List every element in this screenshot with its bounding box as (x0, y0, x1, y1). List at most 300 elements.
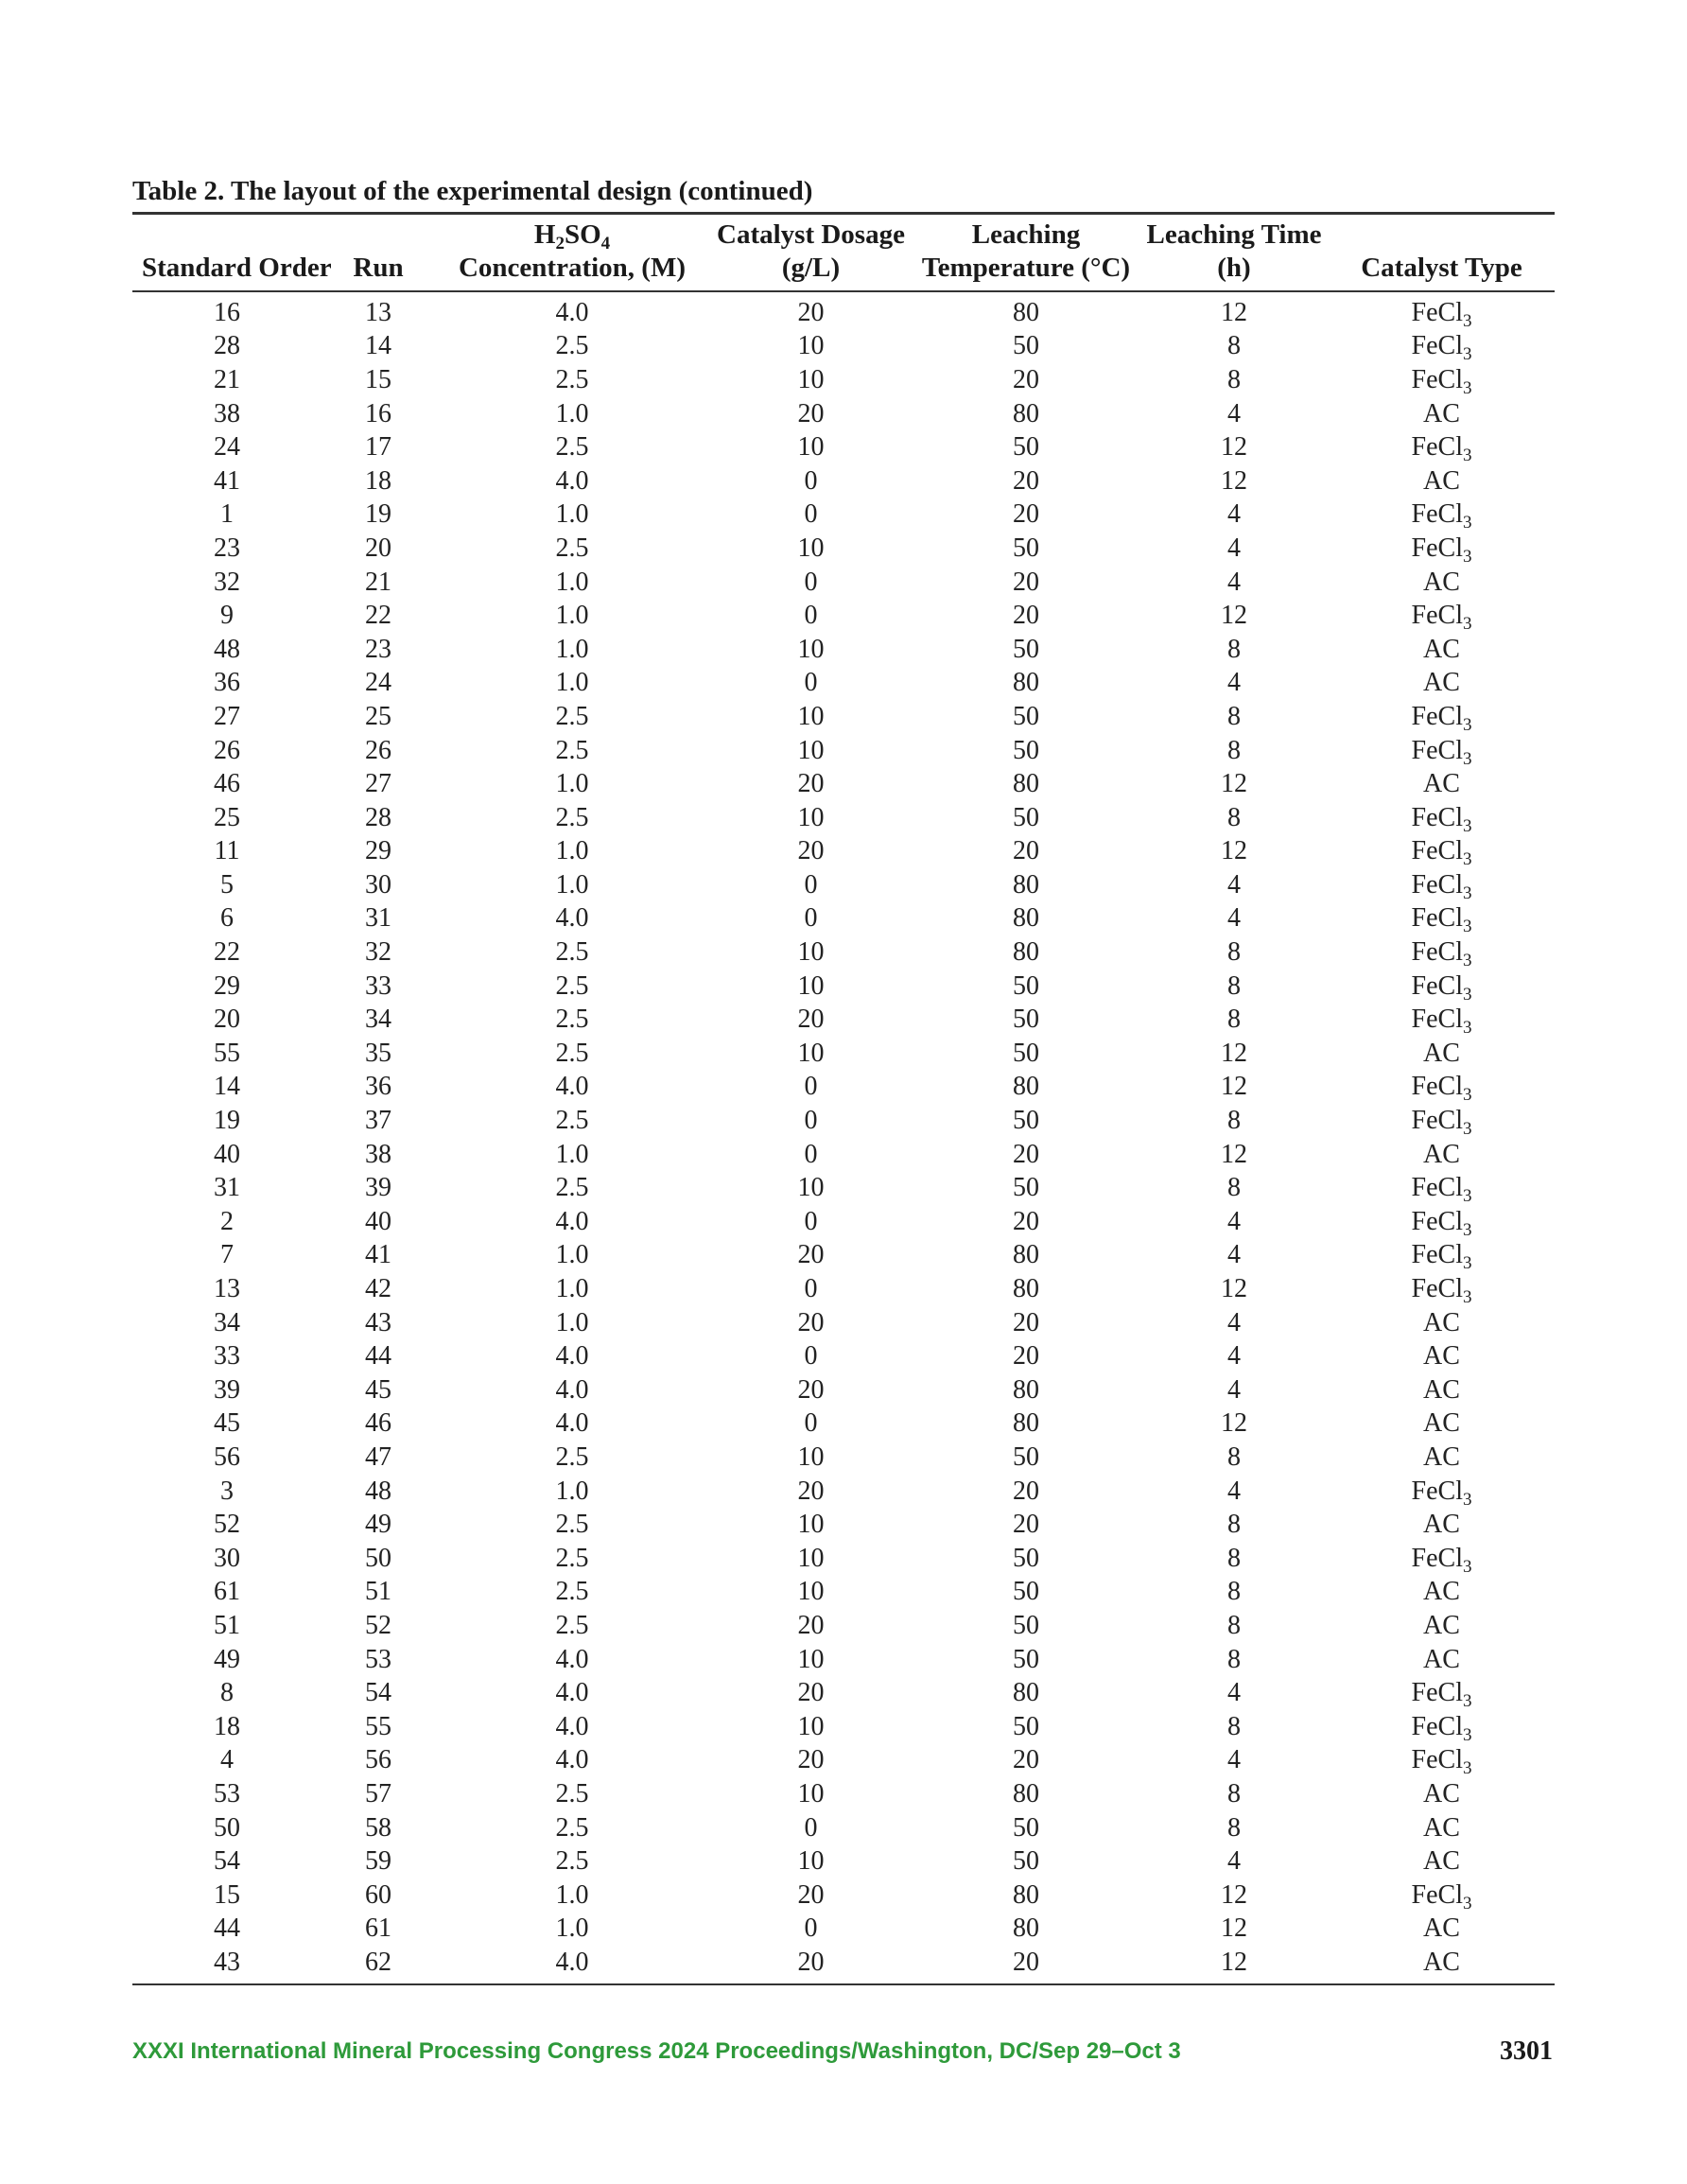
table-row (132, 566, 1555, 600)
cell-catalyst-dosage: 10 (797, 937, 825, 968)
cell-leaching-temperature: 80 (1013, 869, 1039, 900)
table-row (132, 1878, 1555, 1913)
cell-catalyst-type: AC (1423, 1644, 1460, 1674)
cell-leaching-time: 8 (1227, 1543, 1241, 1573)
cell-catalyst-type: FeCl$_3$ (1411, 1543, 1472, 1577)
cell-catalyst-dosage: 10 (797, 1510, 825, 1540)
cell-run: 56 (365, 1745, 391, 1775)
cell-concentration: 1.0 (555, 1139, 589, 1169)
cell-catalyst-type: AC (1423, 1846, 1460, 1877)
cell-concentration: 1.0 (555, 668, 589, 698)
cell-catalyst-type: FeCl$_3$ (1411, 1005, 1472, 1039)
cell-run: 57 (365, 1778, 391, 1808)
table-row (132, 1710, 1555, 1744)
cell-standard-order: 31 (214, 1173, 240, 1203)
cell-catalyst-type: AC (1423, 668, 1460, 698)
cell-leaching-time: 12 (1221, 1913, 1247, 1944)
cell-standard-order: 56 (214, 1441, 240, 1472)
cell-leaching-time: 8 (1227, 735, 1241, 765)
cell-catalyst-dosage: 10 (797, 364, 825, 394)
cell-leaching-temperature: 50 (1013, 533, 1039, 563)
cell-catalyst-dosage: 20 (797, 836, 825, 866)
cell-catalyst-type: AC (1423, 1341, 1460, 1372)
cell-leaching-time: 8 (1227, 1711, 1241, 1741)
cell-leaching-temperature: 20 (1013, 1476, 1039, 1506)
header-leaching-time: Leaching Time (h) (1146, 219, 1322, 283)
cell-catalyst-type: AC (1423, 1038, 1460, 1068)
cell-catalyst-dosage: 10 (797, 533, 825, 563)
cell-standard-order: 32 (214, 567, 240, 597)
cell-standard-order: 54 (214, 1846, 240, 1877)
cell-catalyst-dosage: 10 (797, 970, 825, 1001)
cell-catalyst-type: FeCl$_3$ (1411, 297, 1472, 331)
cell-leaching-time: 8 (1227, 701, 1241, 731)
cell-standard-order: 9 (220, 601, 234, 631)
cell-leaching-time: 12 (1221, 1038, 1247, 1068)
cell-catalyst-type: AC (1423, 1408, 1460, 1439)
cell-catalyst-dosage: 0 (804, 601, 818, 631)
cell-catalyst-dosage: 20 (797, 1240, 825, 1270)
cell-concentration: 4.0 (555, 1072, 589, 1102)
table-row (132, 1306, 1555, 1340)
cell-standard-order: 53 (214, 1778, 240, 1808)
cell-standard-order: 34 (214, 1307, 240, 1337)
cell-catalyst-dosage: 10 (797, 1644, 825, 1674)
cell-leaching-time: 8 (1227, 1173, 1241, 1203)
header-standard-order: Standard Order (142, 253, 332, 283)
table-row (132, 1239, 1555, 1273)
cell-leaching-time: 4 (1227, 1846, 1241, 1877)
cell-concentration: 1.0 (555, 634, 589, 664)
cell-concentration: 4.0 (555, 1711, 589, 1741)
cell-catalyst-dosage: 10 (797, 1778, 825, 1808)
cell-leaching-time: 4 (1227, 1476, 1241, 1506)
cell-catalyst-type: FeCl$_3$ (1411, 903, 1472, 937)
cell-leaching-temperature: 50 (1013, 1543, 1039, 1573)
table-row (132, 767, 1555, 801)
cell-leaching-time: 12 (1139, 1946, 1329, 1984)
cell-leaching-temperature: 50 (1013, 634, 1039, 664)
cell-standard-order: 55 (214, 1038, 240, 1068)
cell-run: 42 (365, 1274, 391, 1304)
cell-catalyst-dosage: 0 (804, 1408, 818, 1439)
cell-catalyst-type: FeCl$_3$ (1411, 1274, 1472, 1308)
cell-standard-order: 15 (214, 1879, 240, 1910)
cell-catalyst-dosage: 20 (797, 1374, 825, 1405)
cell-leaching-time: 4 (1227, 533, 1241, 563)
page-number: 3301 (1500, 2036, 1553, 2066)
cell-concentration: 2.5 (555, 364, 589, 394)
cell-concentration: 2.5 (555, 735, 589, 765)
cell-concentration: 2.5 (555, 937, 589, 968)
cell-catalyst-dosage: 0 (804, 1206, 818, 1236)
cell-standard-order: 8 (220, 1678, 234, 1708)
cell-run: 60 (365, 1879, 391, 1910)
cell-concentration: 4.0 (555, 1374, 589, 1405)
cell-catalyst-dosage: 20 (797, 769, 825, 799)
cell-catalyst-type: AC (1329, 1946, 1555, 1984)
cell-leaching-temperature: 80 (1013, 1274, 1039, 1304)
cell-leaching-temperature: 80 (1013, 398, 1039, 428)
cell-leaching-time: 4 (1227, 869, 1241, 900)
cell-leaching-temperature: 80 (1013, 1240, 1039, 1270)
cell-standard-order: 39 (214, 1374, 240, 1405)
cell-leaching-temperature: 50 (1013, 1610, 1039, 1640)
table-row (132, 1272, 1555, 1306)
cell-concentration: 2.5 (555, 1038, 589, 1068)
cell-catalyst-type: FeCl$_3$ (1411, 1711, 1472, 1745)
table-row (132, 1104, 1555, 1138)
cell-leaching-temperature: 20 (913, 1946, 1139, 1984)
cell-run: 22 (365, 601, 391, 631)
cell-standard-order: 14 (214, 1072, 240, 1102)
cell-leaching-time: 4 (1227, 398, 1241, 428)
cell-catalyst-dosage: 20 (797, 297, 825, 327)
cell-leaching-temperature: 20 (1013, 465, 1039, 496)
cell-leaching-time: 12 (1221, 1879, 1247, 1910)
cell-concentration: 4.0 (555, 1408, 589, 1439)
cell-leaching-time: 4 (1227, 1374, 1241, 1405)
table-caption: Table 2. The layout of the experimental design (continued) (132, 176, 813, 206)
cell-concentration: 1.0 (555, 1240, 589, 1270)
cell-leaching-time: 4 (1227, 1307, 1241, 1337)
table-body (132, 291, 1555, 1984)
cell-catalyst-dosage: 0 (804, 1072, 818, 1102)
cell-catalyst-type: FeCl$_3$ (1411, 1206, 1472, 1240)
cell-leaching-temperature: 80 (1013, 1778, 1039, 1808)
table-row (132, 1777, 1555, 1811)
cell-concentration: 4.0 (555, 1341, 589, 1372)
cell-standard-order: 20 (214, 1005, 240, 1035)
cell-catalyst-dosage: 20 (797, 1879, 825, 1910)
cell-run: 62 (322, 1946, 435, 1984)
cell-leaching-time: 4 (1227, 1206, 1241, 1236)
cell-catalyst-type: FeCl$_3$ (1411, 1106, 1472, 1140)
cell-catalyst-type: AC (1423, 1778, 1460, 1808)
cell-leaching-time: 8 (1227, 331, 1241, 361)
cell-concentration: 1.0 (555, 1913, 589, 1944)
cell-run: 47 (365, 1441, 391, 1472)
table-row (132, 1339, 1555, 1373)
cell-leaching-temperature: 50 (1013, 802, 1039, 832)
cell-concentration: 2.5 (555, 1005, 589, 1035)
cell-catalyst-type: FeCl$_3$ (1411, 499, 1472, 533)
table-row (132, 1003, 1555, 1037)
cell-concentration: 1.0 (555, 836, 589, 866)
cell-run: 61 (365, 1913, 391, 1944)
cell-run: 19 (365, 499, 391, 530)
cell-standard-order: 51 (214, 1610, 240, 1640)
cell-leaching-temperature: 80 (1013, 937, 1039, 968)
cell-standard-order: 16 (214, 297, 240, 327)
cell-concentration: 4.0 (555, 465, 589, 496)
cell-catalyst-type: FeCl$_3$ (1411, 601, 1472, 635)
cell-leaching-time: 12 (1221, 465, 1247, 496)
cell-leaching-time: 4 (1227, 567, 1241, 597)
cell-catalyst-dosage: 0 (804, 903, 818, 934)
table-row (132, 330, 1555, 364)
cell-standard-order: 25 (214, 802, 240, 832)
cell-leaching-temperature: 50 (1013, 1038, 1039, 1068)
cell-catalyst-type: AC (1423, 398, 1460, 428)
cell-run: 20 (365, 533, 391, 563)
cell-catalyst-dosage: 0 (804, 1274, 818, 1304)
cell-catalyst-type: FeCl$_3$ (1411, 1879, 1472, 1913)
table-row (132, 1643, 1555, 1677)
cell-leaching-time: 12 (1221, 297, 1247, 327)
cell-standard-order: 1 (220, 499, 234, 530)
table-row (132, 801, 1555, 835)
table-row (132, 291, 1555, 330)
cell-leaching-temperature: 80 (1013, 1374, 1039, 1405)
cell-run: 31 (365, 903, 391, 934)
table-row (132, 1811, 1555, 1845)
table-row (132, 599, 1555, 633)
cell-catalyst-dosage: 10 (797, 331, 825, 361)
cell-catalyst-dosage: 0 (804, 1341, 818, 1372)
cell-standard-order: 46 (214, 769, 240, 799)
cell-concentration: 2.5 (555, 1173, 589, 1203)
cell-leaching-temperature: 80 (1013, 297, 1039, 327)
cell-catalyst-dosage: 10 (797, 701, 825, 731)
cell-run: 33 (365, 970, 391, 1001)
cell-leaching-temperature: 80 (1013, 1913, 1039, 1944)
cell-concentration: 2.5 (555, 1812, 589, 1843)
cell-concentration: 1.0 (555, 567, 589, 597)
table-row (132, 1407, 1555, 1441)
table-row (132, 1609, 1555, 1643)
table-row (132, 667, 1555, 701)
cell-run: 50 (365, 1543, 391, 1573)
cell-standard-order: 48 (214, 634, 240, 664)
cell-standard-order: 6 (220, 903, 234, 934)
cell-concentration: 4.0 (555, 1644, 589, 1674)
cell-catalyst-dosage: 0 (804, 567, 818, 597)
cell-concentration: 2.5 (555, 432, 589, 463)
cell-concentration: 2.5 (555, 1543, 589, 1573)
cell-leaching-time: 12 (1221, 769, 1247, 799)
cell-concentration: 4.0 (555, 1678, 589, 1708)
header-concentration: $H_2SO_4$ Concentration, (M) (458, 219, 686, 283)
table-row (132, 902, 1555, 936)
cell-run: 26 (365, 735, 391, 765)
cell-standard-order: 5 (220, 869, 234, 900)
cell-standard-order: 36 (214, 668, 240, 698)
cell-catalyst-dosage: 0 (804, 668, 818, 698)
table-row (132, 1576, 1555, 1610)
cell-concentration: 1.0 (555, 1879, 589, 1910)
cell-concentration: 4.0 (555, 297, 589, 327)
cell-leaching-temperature: 50 (1013, 1577, 1039, 1607)
cell-leaching-temperature: 50 (1013, 970, 1039, 1001)
cell-catalyst-type: AC (1423, 1139, 1460, 1169)
cell-leaching-temperature: 20 (1013, 1510, 1039, 1540)
cell-leaching-time: 4 (1227, 1240, 1241, 1270)
cell-catalyst-type: FeCl$_3$ (1411, 364, 1472, 398)
table-row (132, 1205, 1555, 1239)
cell-standard-order: 3 (220, 1476, 234, 1506)
cell-catalyst-type: AC (1423, 1812, 1460, 1843)
cell-catalyst-dosage: 10 (797, 1711, 825, 1741)
cell-leaching-time: 12 (1221, 1274, 1247, 1304)
cell-standard-order: 45 (214, 1408, 240, 1439)
cell-leaching-time: 4 (1227, 903, 1241, 934)
cell-concentration: 2.5 (555, 1610, 589, 1640)
cell-run: 23 (365, 634, 391, 664)
cell-leaching-temperature: 20 (1013, 499, 1039, 530)
cell-standard-order: 40 (214, 1139, 240, 1169)
cell-leaching-temperature: 50 (1013, 1441, 1039, 1472)
cell-catalyst-dosage: 0 (804, 869, 818, 900)
table-row (132, 532, 1555, 566)
table-row (132, 1138, 1555, 1172)
cell-run: 17 (365, 432, 391, 463)
cell-leaching-time: 8 (1227, 970, 1241, 1001)
cell-leaching-temperature: 50 (1013, 1812, 1039, 1843)
cell-run: 58 (365, 1812, 391, 1843)
cell-leaching-temperature: 50 (1013, 1644, 1039, 1674)
cell-standard-order: 28 (214, 331, 240, 361)
cell-leaching-time: 8 (1227, 634, 1241, 664)
cell-leaching-time: 12 (1221, 1139, 1247, 1169)
cell-concentration: 1.0 (555, 499, 589, 530)
cell-run: 35 (365, 1038, 391, 1068)
cell-standard-order: 30 (214, 1543, 240, 1573)
cell-run: 18 (365, 465, 391, 496)
cell-run: 32 (365, 937, 391, 968)
cell-leaching-temperature: 50 (1013, 735, 1039, 765)
cell-catalyst-type: FeCl$_3$ (1411, 836, 1472, 870)
table-row (132, 970, 1555, 1004)
cell-standard-order: 7 (220, 1240, 234, 1270)
cell-standard-order: 33 (214, 1341, 240, 1372)
table-row (132, 1037, 1555, 1071)
cell-run: 21 (365, 567, 391, 597)
cell-run: 45 (365, 1374, 391, 1405)
cell-leaching-time: 12 (1221, 836, 1247, 866)
cell-leaching-time: 8 (1227, 1510, 1241, 1540)
cell-run: 43 (365, 1307, 391, 1337)
cell-concentration: 2.5 (555, 331, 589, 361)
cell-standard-order: 50 (214, 1812, 240, 1843)
cell-run: 37 (365, 1106, 391, 1136)
cell-catalyst-dosage: 0 (804, 1812, 818, 1843)
cell-standard-order: 4 (220, 1745, 234, 1775)
cell-catalyst-type: AC (1423, 1374, 1460, 1405)
cell-leaching-time: 8 (1227, 802, 1241, 832)
cell-catalyst-type: FeCl$_3$ (1411, 331, 1472, 365)
cell-catalyst-type: FeCl$_3$ (1411, 970, 1472, 1005)
cell-leaching-time: 4 (1227, 499, 1241, 530)
header-catalyst-type: Catalyst Type (1361, 253, 1522, 283)
cell-catalyst-type: AC (1423, 1441, 1460, 1472)
cell-standard-order: 19 (214, 1106, 240, 1136)
cell-catalyst-type: AC (1423, 769, 1460, 799)
cell-leaching-time: 4 (1227, 1341, 1241, 1372)
cell-leaching-temperature: 20 (1013, 1307, 1039, 1337)
cell-concentration: 2.5 (555, 701, 589, 731)
cell-standard-order: 27 (214, 701, 240, 731)
cell-catalyst-dosage: 0 (804, 1139, 818, 1169)
table-row (132, 1542, 1555, 1576)
cell-standard-order: 21 (214, 364, 240, 394)
cell-concentration: 2.5 (555, 1778, 589, 1808)
experimental-design-table (132, 212, 1555, 1985)
cell-catalyst-type: AC (1423, 1510, 1460, 1540)
cell-leaching-temperature: 80 (1013, 1879, 1039, 1910)
cell-leaching-temperature: 20 (1013, 1341, 1039, 1372)
cell-leaching-temperature: 20 (1013, 1139, 1039, 1169)
cell-run: 34 (365, 1005, 391, 1035)
cell-concentration: 4.0 (435, 1946, 709, 1984)
cell-leaching-time: 8 (1227, 1441, 1241, 1472)
cell-catalyst-type: AC (1423, 1913, 1460, 1944)
table-row (132, 1071, 1555, 1105)
cell-leaching-temperature: 50 (1013, 432, 1039, 463)
cell-catalyst-type: FeCl$_3$ (1411, 735, 1472, 769)
cell-catalyst-dosage: 10 (797, 1038, 825, 1068)
cell-catalyst-type: FeCl$_3$ (1411, 701, 1472, 735)
cell-leaching-time: 12 (1221, 432, 1247, 463)
cell-standard-order: 43 (132, 1946, 322, 1984)
cell-run: 28 (365, 802, 391, 832)
cell-concentration: 2.5 (555, 1577, 589, 1607)
cell-concentration: 2.5 (555, 802, 589, 832)
table-row (132, 498, 1555, 533)
table-row (132, 700, 1555, 734)
cell-catalyst-dosage: 10 (797, 1441, 825, 1472)
cell-run: 16 (365, 398, 391, 428)
table-row (132, 363, 1555, 397)
cell-concentration: 1.0 (555, 869, 589, 900)
cell-run: 55 (365, 1711, 391, 1741)
cell-leaching-time: 8 (1227, 1812, 1241, 1843)
cell-standard-order: 13 (214, 1274, 240, 1304)
cell-leaching-temperature: 80 (1013, 903, 1039, 934)
cell-catalyst-type: AC (1423, 1577, 1460, 1607)
cell-standard-order: 44 (214, 1913, 240, 1944)
cell-run: 25 (365, 701, 391, 731)
cell-leaching-time: 8 (1227, 1610, 1241, 1640)
cell-catalyst-dosage: 10 (797, 1846, 825, 1877)
cell-standard-order: 18 (214, 1711, 240, 1741)
cell-run: 36 (365, 1072, 391, 1102)
cell-leaching-temperature: 80 (1013, 668, 1039, 698)
cell-leaching-temperature: 50 (1013, 1711, 1039, 1741)
cell-leaching-time: 4 (1227, 1678, 1241, 1708)
cell-standard-order: 52 (214, 1510, 240, 1540)
cell-concentration: 1.0 (555, 1307, 589, 1337)
cell-leaching-time: 4 (1227, 1745, 1241, 1775)
cell-catalyst-dosage: 0 (804, 499, 818, 530)
cell-run: 46 (365, 1408, 391, 1439)
cell-catalyst-type: FeCl$_3$ (1411, 1745, 1472, 1779)
cell-run: 38 (365, 1139, 391, 1169)
cell-leaching-temperature: 20 (1013, 1206, 1039, 1236)
cell-catalyst-dosage: 10 (797, 802, 825, 832)
table-row (132, 633, 1555, 667)
cell-leaching-time: 12 (1221, 1072, 1247, 1102)
cell-leaching-temperature: 50 (1013, 331, 1039, 361)
cell-run: 52 (365, 1610, 391, 1640)
cell-run: 54 (365, 1678, 391, 1708)
cell-leaching-time: 4 (1227, 668, 1241, 698)
header-run: Run (353, 253, 404, 283)
cell-leaching-time: 12 (1221, 1408, 1247, 1439)
cell-catalyst-dosage: 10 (797, 735, 825, 765)
cell-run: 27 (365, 769, 391, 799)
table-row (132, 1171, 1555, 1205)
